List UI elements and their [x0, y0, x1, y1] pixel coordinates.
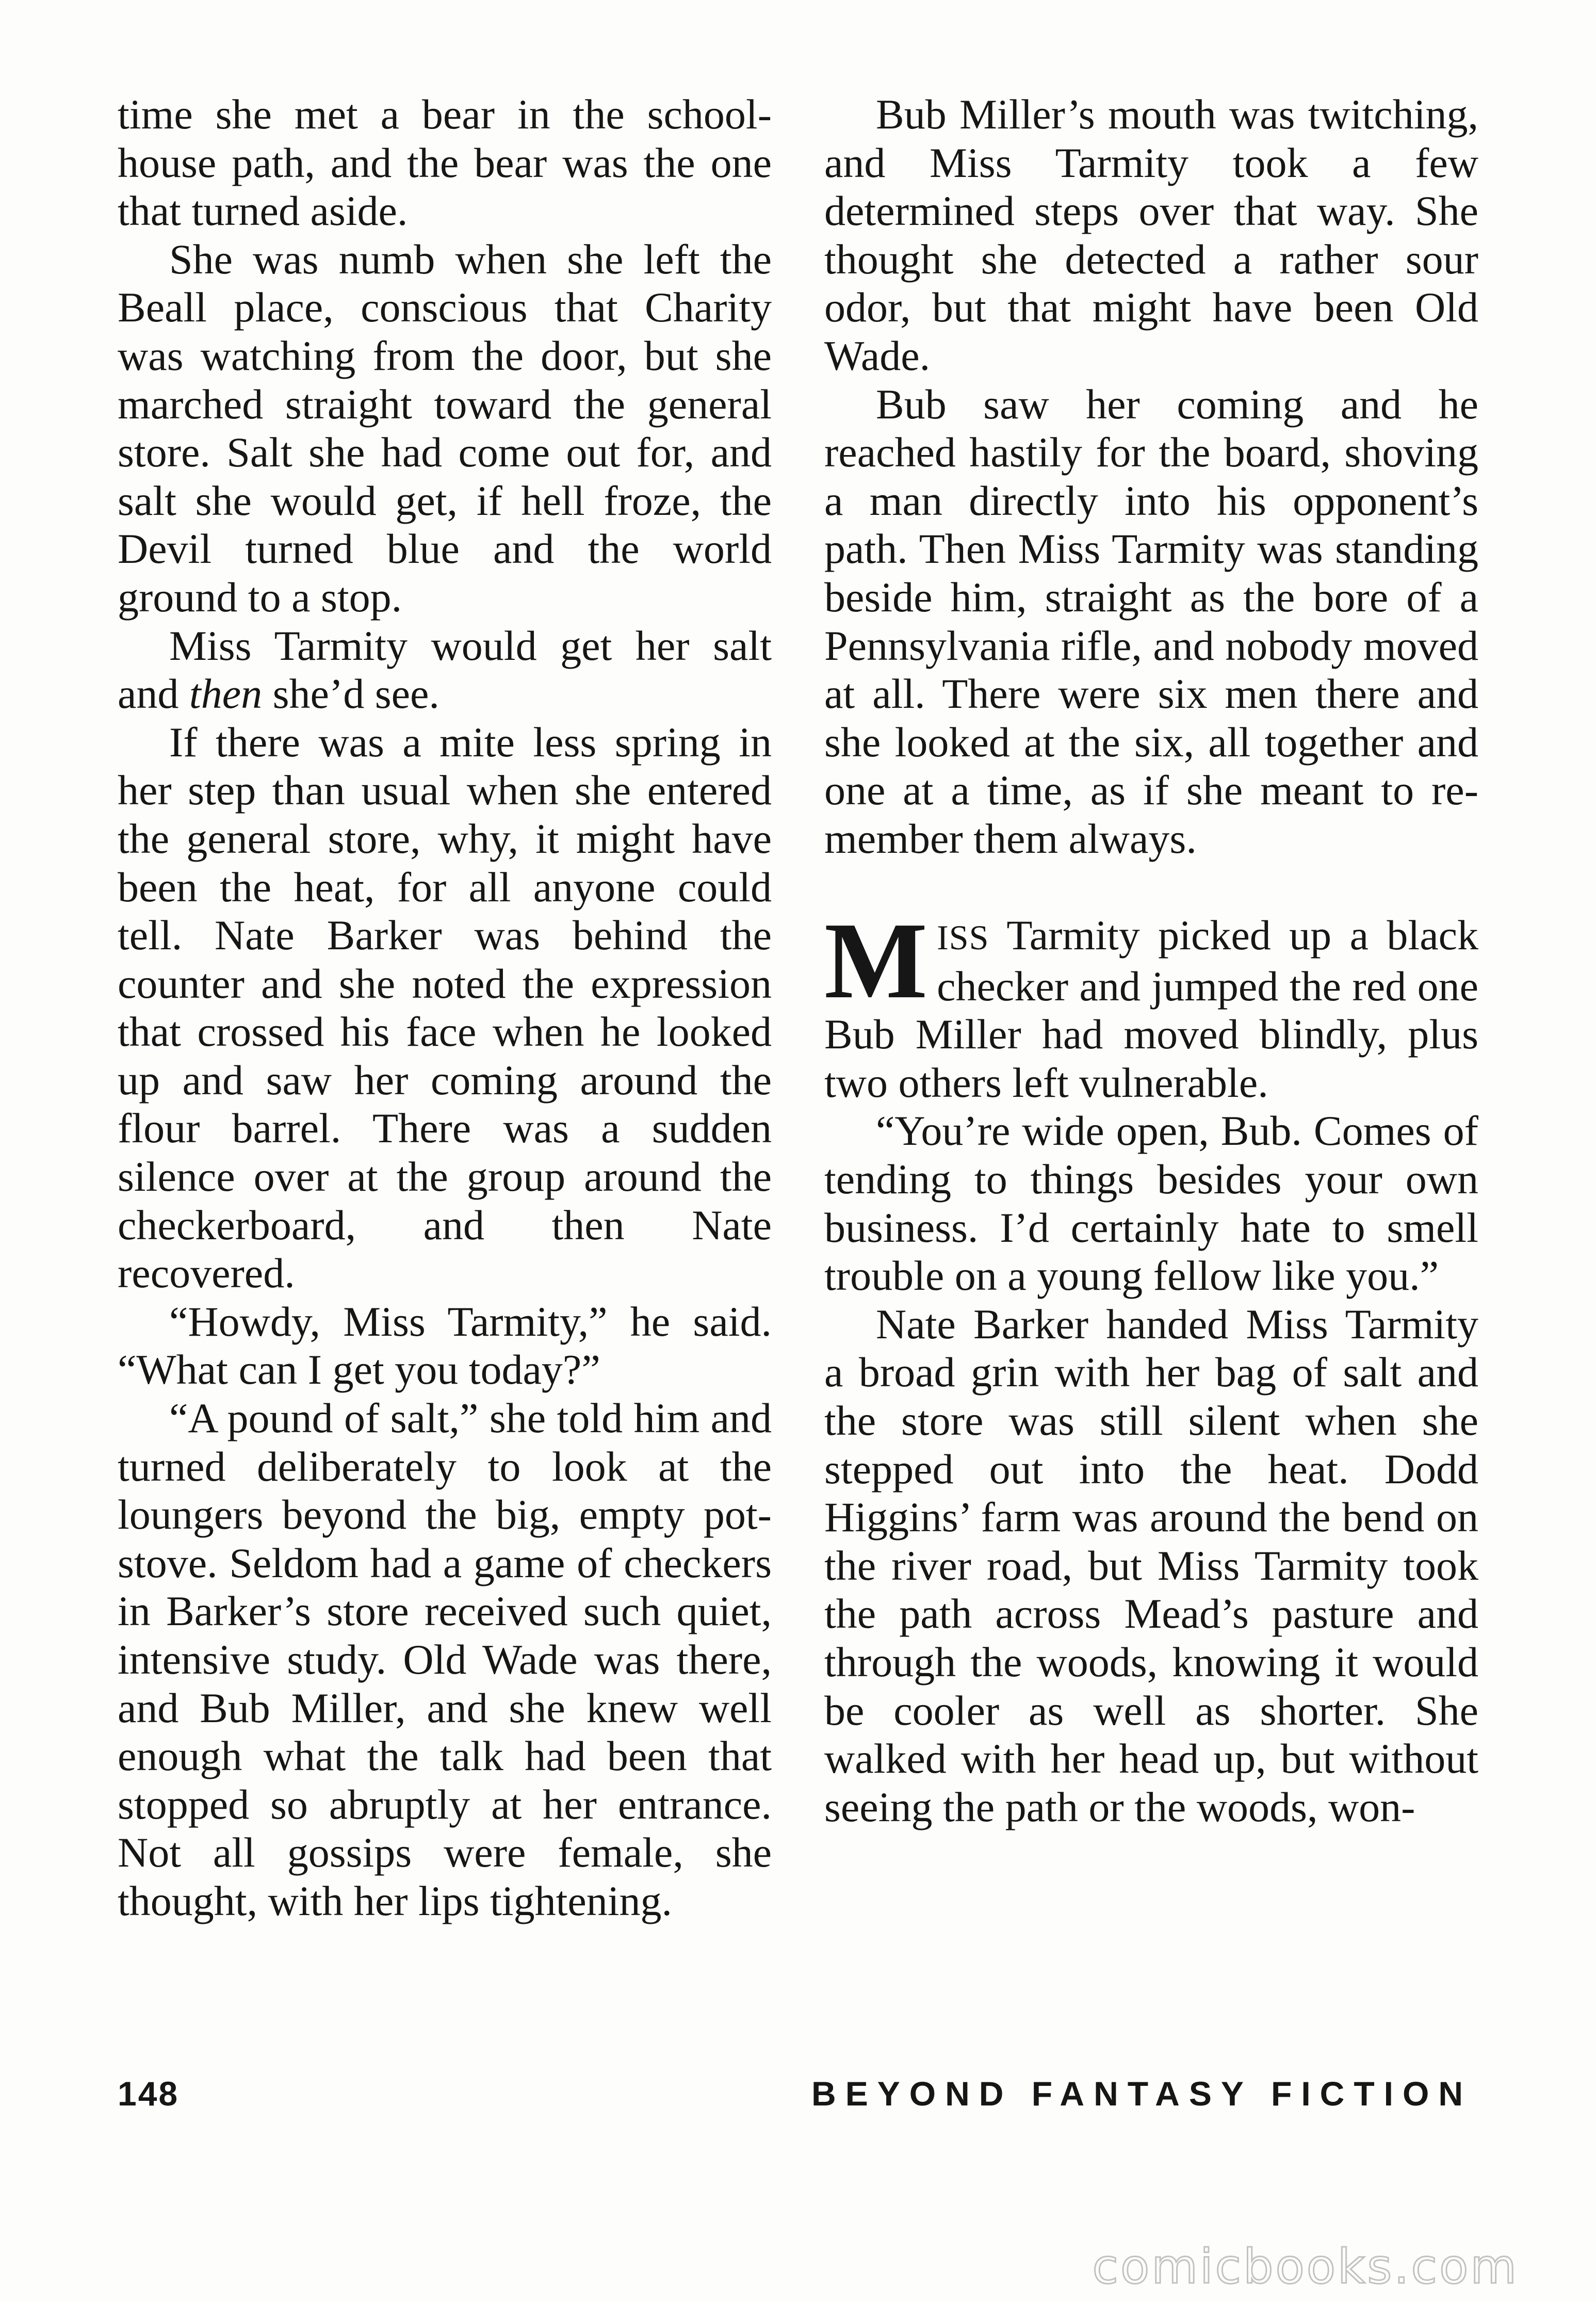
section-start-paragraph — [824, 900, 1478, 1107]
paragraph: She was numb when she left the Beall place, conscious that Charity was watching from the door, but she marched straight toward the general store. Salt she had come out for, and salt she would get, if hell froze, the Devil turned blue and the world ground to a stop. — [118, 235, 772, 621]
running-footer-title: BEYOND FANTASY FICTION — [811, 2075, 1472, 2113]
paragraph-text: she’d see. — [262, 670, 439, 718]
paragraph: “Howdy, Miss Tarmity,” he said. “What can I get you today?” — [118, 1298, 772, 1393]
paragraph: “A pound of salt,” she told him and turned deliberately to look at the loungers beyond the big, empty pot-stove. Seldom had a game of checkers in Barker’s store received such quiet, intensive study. Old Wade was there, and Bub Miller, and she knew well enough what the talk had been that stopped so abruptly at her entrance. Not all gossips were female, she thought, with her lips tightening. — [118, 1395, 772, 1924]
paragraph-text: Miss Tarmity would get her salt and — [118, 622, 772, 718]
paragraph: Nate Barker handed Miss Tarmity a broad grin with her bag of salt and the store was still silent when she stepped out into the heat. Dodd Higgins’ farm was around the bend on the river road, but Miss Tarmity took the path across Mead’s pasture and through the woods, knowing it would be cooler as well as shorter. She walked with her head up, but without seeing the path or the woods, won- — [824, 1300, 1478, 1830]
paragraph: Bub Miller’s mouth was twitching, and Miss Tarmity took a few determined steps over that way. She thought she detected a rather sour odor, but that might have been Old Wade. — [824, 91, 1478, 379]
italic-word: then — [189, 670, 263, 718]
small-caps-lead: ISS — [937, 918, 989, 958]
left-text-column — [118, 90, 772, 1925]
paragraph: Bub saw her coming and he reached hastily for the board, shoving a man directly into his opponent’s path. Then Miss Tarmity was standing beside him, straight as the bore of a Pennsylvania rifle, and nobody moved at all. There were six men there and she looked at the six, all together and one at a time, as if she meant to remember them always. — [824, 380, 1478, 862]
drop-cap: M — [824, 900, 928, 1022]
site-watermark: comicbooks.com — [1092, 2239, 1519, 2294]
paragraph: If there was a mite less spring in her step than usual when she entered the general store, why, it might have been the heat, for all anyone could tell. Nate Barker was behind the counter and she noted the expression that crossed his face when he looked up and saw her coming around the flour barrel. There was a sudden silence over at the group around the checkerboard, and then Nate recovered. — [118, 718, 772, 1297]
paragraph: time she met a bear in the schoolhouse path, and the bear was the one that turned aside. — [118, 91, 772, 235]
page-number: 148 — [118, 2075, 180, 2113]
paragraph-text: Tarmity picked up a black checker and jumped the red one Bub Miller had moved blindly, plus two others left vulnerable. — [824, 912, 1478, 1106]
paragraph: “You’re wide open, Bub. Comes of tending to things besides your own business. I’d certainly hate to smell trouble on a young fellow like you.” — [824, 1107, 1478, 1300]
right-text-column — [824, 90, 1478, 1831]
paragraph — [118, 622, 772, 718]
